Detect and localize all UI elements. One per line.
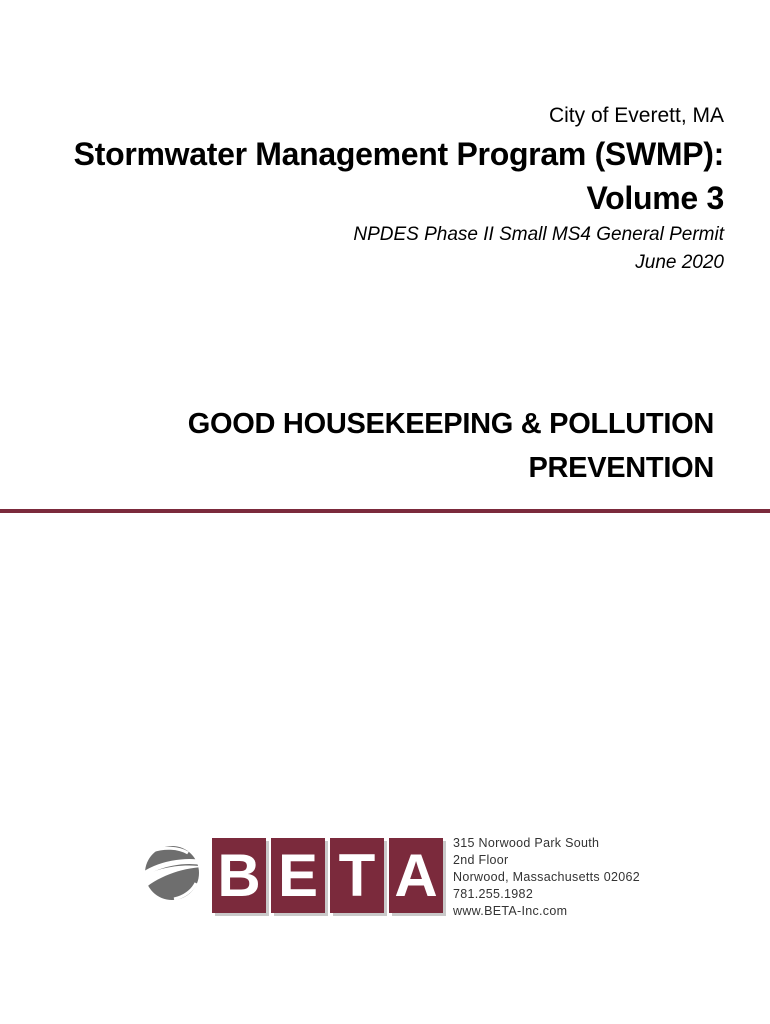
permit-subtitle: NPDES Phase II Small MS4 General Permit [353, 224, 724, 245]
document-title-line-1: Stormwater Management Program (SWMP): [73, 136, 724, 172]
address-city: Norwood, Massachusetts 02062 [453, 870, 640, 884]
document-date: June 2020 [635, 252, 724, 273]
section-title-line-2: PREVENTION [528, 452, 714, 484]
section-title-line-1: GOOD HOUSEKEEPING & POLLUTION [187, 408, 714, 440]
document-title-line-2: Volume 3 [586, 180, 724, 216]
globe-swoosh-icon [134, 837, 208, 911]
divider-rule [0, 509, 770, 513]
address-phone: 781.255.1982 [453, 887, 534, 901]
logo-letter-a: A [389, 838, 443, 913]
logo-letter-b: B [212, 838, 266, 913]
address-street: 315 Norwood Park South [453, 836, 600, 850]
address-floor: 2nd Floor [453, 853, 509, 867]
address-website: www.BETA-Inc.com [453, 904, 568, 918]
city-heading: City of Everett, MA [548, 104, 724, 127]
logo-letter-e: E [271, 838, 325, 913]
logo-letter-t: T [330, 838, 384, 913]
